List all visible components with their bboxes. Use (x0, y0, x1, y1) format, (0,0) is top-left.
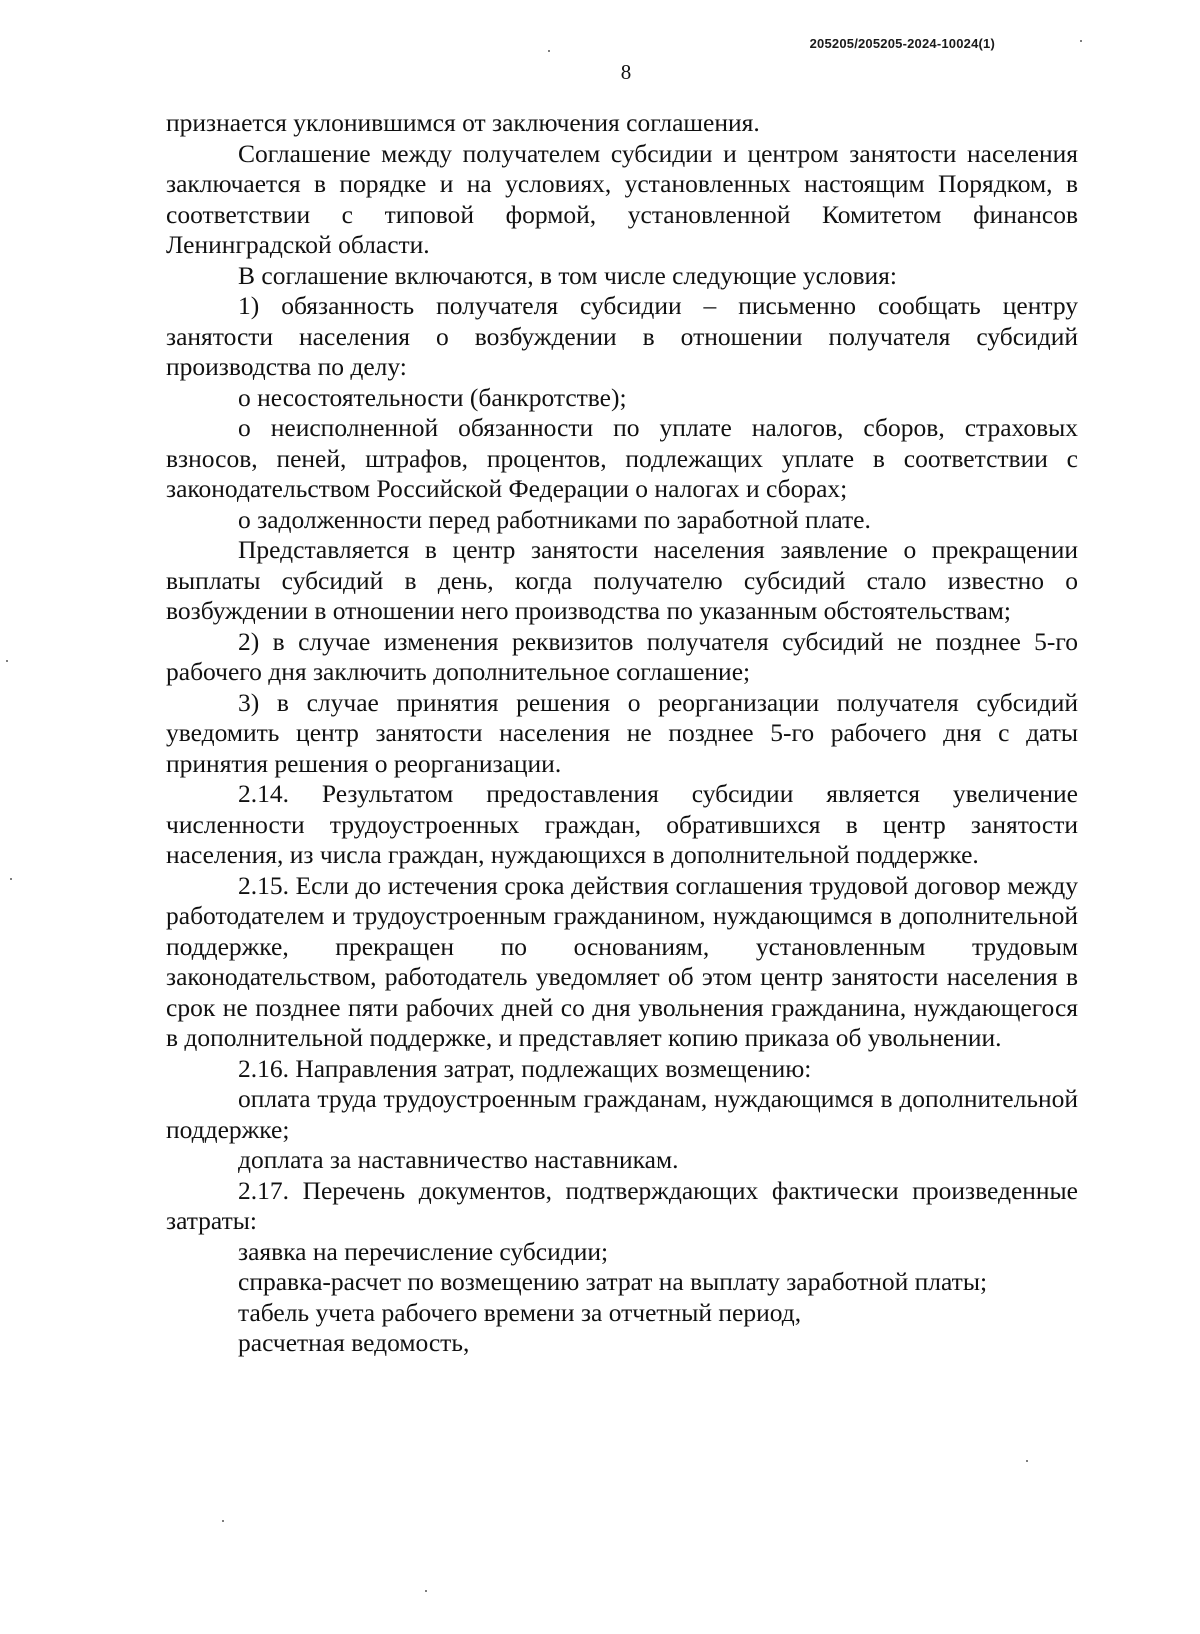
document-id: 205205/205205-2024-10024(1) (809, 36, 995, 51)
paragraph: 2.15. Если до истечения срока действия соглашения трудовой договор между работодателем и трудоустроенным гражданином, нуждающимся в дополнительной поддержке, прекращен по основаниям, установленным трудовым законодательством, работодатель уведомляет об этом центр занятости населения в срок не позднее пяти рабочих дней со дня увольнения гражданина, нуждающегося в дополнительной поддержке, и представляет копию приказа об увольнении. (166, 870, 1078, 1052)
paragraph: расчетная ведомость, (238, 1328, 470, 1357)
scan-speck (6, 660, 8, 662)
paragraph: 2) в случае изменения реквизитов получателя субсидий не позднее 5-го рабочего дня заключить дополнительное соглашение; (166, 626, 1078, 686)
scan-speck (10, 878, 12, 880)
scan-speck (548, 50, 550, 52)
paragraph: заявка на перечисление субсидии; (238, 1236, 609, 1266)
paragraph: Представляется в центр занятости населения заявление о прекращении выплаты субсидий в день, когда получателю субсидий стало известно о возбуждении в отношении него производства по указанным обстоятельствам; (166, 535, 1078, 625)
paragraph: В соглашение включаются, в том числе следующие условия: (238, 260, 897, 290)
scan-speck (222, 1520, 224, 1522)
paragraph: 2.16. Направления затрат, подлежащих возмещению: (238, 1053, 812, 1083)
paragraph: о задолженности перед работниками по заработной плате. (238, 504, 871, 534)
scan-speck (1080, 40, 1082, 42)
paragraph: 2.14. Результатом предоставления субсидии является увеличение численности трудоустроенных граждан, обратившихся в центр занятости населения, из числа граждан, нуждающихся в дополнительной поддержке. (166, 779, 1078, 869)
paragraph: признается уклонившимся от заключения соглашения. (166, 108, 760, 137)
scan-speck (1026, 1460, 1028, 1462)
paragraph: 1) обязанность получателя субсидии – письменно сообщать центру занятости населения о возбуждении в отношении получателя субсидий производства по делу: (166, 291, 1078, 381)
paragraph: оплата труда трудоустроенным гражданам, нуждающимся в дополнительной поддержке; (166, 1084, 1078, 1144)
paragraph: справка-расчет по возмещению затрат на выплату заработной платы; (238, 1267, 988, 1296)
paragraph: доплата за наставничество наставникам. (238, 1145, 679, 1174)
scan-speck (425, 1590, 427, 1592)
paragraph: 2.17. Перечень документов, подтверждающих фактически произведенные затраты: (166, 1175, 1078, 1235)
paragraph: Соглашение между получателем субсидии и центром занятости населения заключается в порядке и на условиях, установленных настоящим Порядком, в соответствии с типовой формой, установленной Комитетом финансов Ленинградской области. (166, 138, 1078, 259)
page-number: 8 (620, 60, 632, 84)
document-body (166, 108, 1078, 1359)
paragraph: о неисполненной обязанности по уплате налогов, сборов, страховых взносов, пеней, штрафов, процентов, подлежащих уплате в соответствии с законодательством Российской Федерации о налогах и сборах; (166, 413, 1078, 503)
paragraph: о несостоятельности (банкротстве); (238, 382, 627, 412)
paragraph: табель учета рабочего времени за отчетный период, (238, 1297, 802, 1327)
paragraph: 3) в случае принятия решения о реорганизации получателя субсидий уведомить центр занятости населения не позднее 5-го рабочего дня с даты принятия решения о реорганизации. (166, 687, 1078, 778)
